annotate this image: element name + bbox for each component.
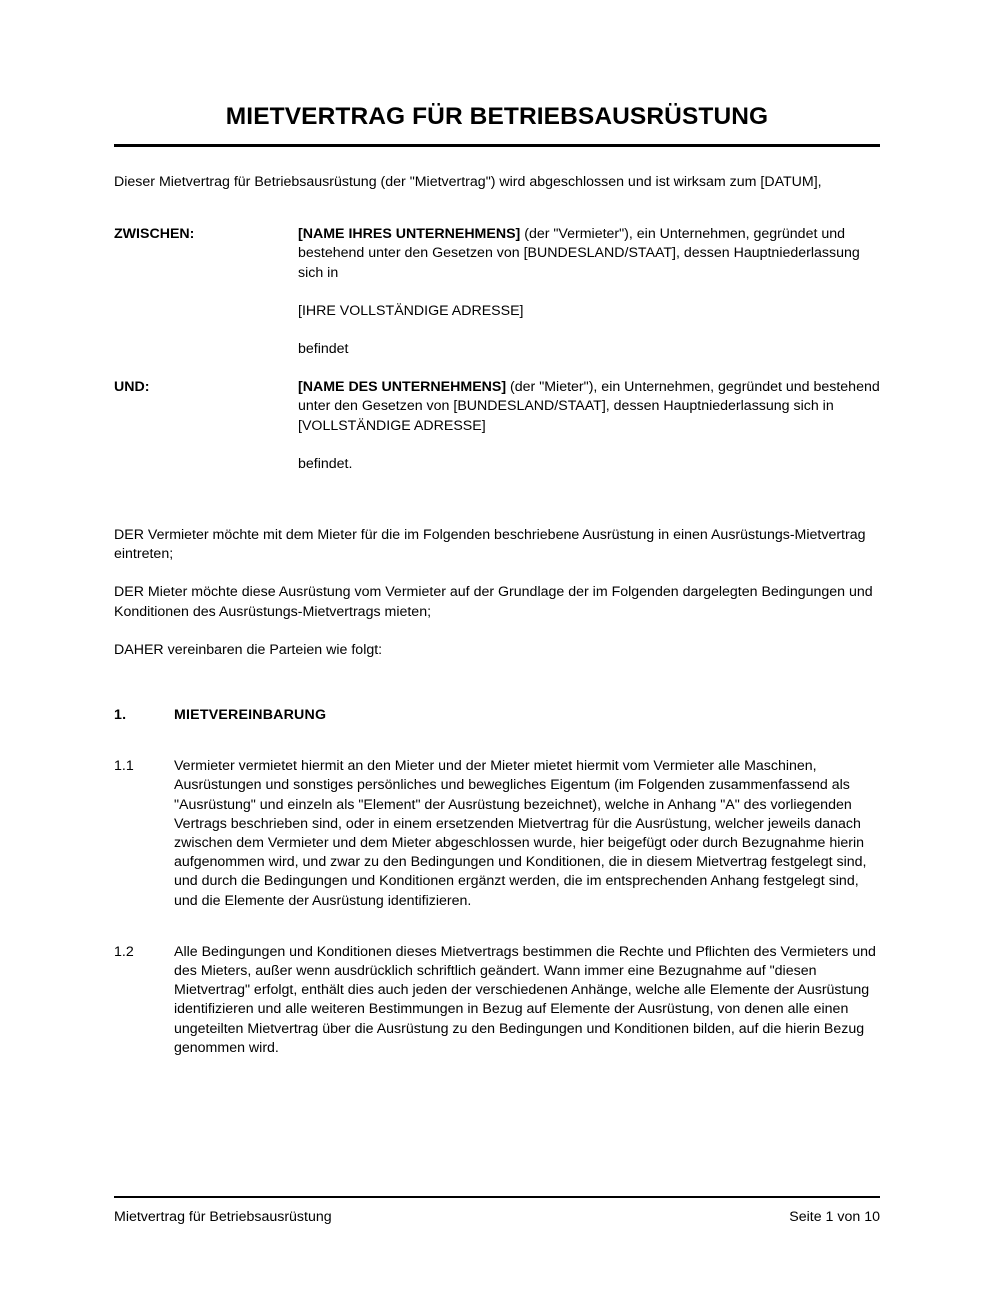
party-description: (der "Vermieter"), ein Unternehmen, gegründet und bestehend unter den Gesetzen von [BUNDESLAND/STAAT], dessen Hauptniederlassung sich in — [298, 226, 860, 281]
clause-body: Vermieter vermietet hiermit an den Mieter und der Mieter mietet hiermit vom Vermieter alle Maschinen, Ausrüstungen und sonstiges persönliches und bewegliches Eigentum (im Folgenden zusammenfassend als "Ausrüstung" und einzeln als "Element" der Ausrüstung bezeichnet), welche in Anhang "A" des vorliegenden Vertrags beschrieben sind, oder in einem ersetzenden Mietvertrag für die Ausrüstung, welcher jeweils danach zwischen dem Vermieter und dem Mieter abgeschlossen wurde, hier beigefügt oder durch Bezugnahme hierin aufgenommen wird, und zwar zu den Bedingungen und Konditionen, die in diesem Mietvertrag festgelegt sind, und durch die Bedingungen und Konditionen ergänzt werden, die im entsprechenden Anhang festgelegt sind, und die Elemente der Ausrüstung identifizieren. — [174, 758, 867, 909]
spacer — [114, 725, 880, 744]
page-title: MIETVERTRAG FÜR BETRIEBSAUSRÜSTUNG — [225, 103, 769, 130]
spacer — [114, 359, 880, 378]
page-footer — [114, 1196, 880, 1227]
spacer — [114, 930, 880, 943]
spacer — [114, 474, 880, 507]
party-description: (der "Mieter"), ein Unternehmen, gegründet und bestehend unter den Gesetzen von [BUNDESLAND/STAAT], dessen Hauptniederlassung sich in — [298, 379, 880, 415]
section-number: 1. — [114, 706, 127, 723]
document-content — [114, 0, 880, 1058]
clause-number: 1.1 — [114, 758, 134, 775]
party-closing-word: befindet. — [298, 455, 353, 472]
footer-document-name: Mietvertrag für Betriebsausrüstung — [114, 1209, 332, 1225]
clause-1-2 — [114, 943, 880, 1058]
party-block-tenant — [114, 378, 880, 474]
party-name-placeholder: [NAME DES UNTERNEHMENS] — [298, 379, 507, 396]
recital-1: DER Vermieter möchte mit dem Mieter für die im Folgenden beschriebene Ausrüstung in einen Ausrüstungs-Mietvertrag eintreten; — [114, 526, 866, 563]
clause-1-1 — [114, 757, 880, 911]
party-name-placeholder: [NAME IHRES UNTERNEHMENS] — [298, 226, 521, 243]
party-address: [VOLLSTÄNDIGE ADRESSE] — [298, 417, 486, 434]
recital-2: DER Mieter möchte diese Ausrüstung vom Vermieter auf der Grundlage der im Folgenden dargelegten Bedingungen und Konditionen des Ausrüstungs-Mietvertrags mieten; — [114, 584, 873, 620]
party-details — [298, 378, 880, 474]
section-title: MIETVEREINBARUNG — [174, 706, 327, 723]
spacer — [114, 147, 880, 173]
party-name-line — [298, 225, 880, 283]
spacer — [114, 192, 880, 225]
clause-number: 1.2 — [114, 943, 134, 960]
party-details — [298, 225, 880, 359]
party-label-und: UND: — [114, 379, 150, 396]
recital-3: DAHER vereinbaren die Parteien wie folgt: — [114, 641, 383, 658]
spacer — [114, 507, 880, 526]
party-label-zwischen: ZWISCHEN: — [114, 226, 195, 243]
spacer — [114, 564, 880, 583]
party-address: [IHRE VOLLSTÄNDIGE ADRESSE] — [298, 302, 524, 319]
intro-paragraph: Dieser Mietvertrag für Betriebsausrüstung (der "Mietvertrag") wird abgeschlossen und ist wirksam zum [DATUM], — [114, 173, 822, 190]
clause-body: Alle Bedingungen und Konditionen dieses Mietvertrags bestimmen die Rechte und Pflichten des Vermieters und des Mieters, außer wenn ausdrücklich schriftlich geändert. Wann immer eine Bezugnahme auf "diesen Mietvertrag" erfolgt, enthält dies auch jeden der verschiedenen Anhänge, welche alle Elemente der Ausrüstung identifizieren und alle weiteren Bestimmungen in Bezug auf Elemente der Ausrüstung, von denen alle einen ungeteilten Mietvertrag über die Ausrüstung zu den Bedingungen und Konditionen bilden, auf die hierin Bezug genommen wird. — [174, 943, 876, 1056]
spacer — [114, 744, 880, 757]
footer-page-number: Seite 1 von 10 — [789, 1209, 880, 1225]
party-block-landlord — [114, 225, 880, 359]
spacer — [114, 911, 880, 930]
spacer — [114, 693, 880, 706]
spacer — [114, 660, 880, 693]
party-closing-word: befindet — [298, 340, 349, 357]
spacer — [114, 622, 880, 641]
section-heading-1 — [114, 706, 880, 725]
footer-row — [114, 1198, 880, 1227]
party-name-line — [298, 378, 880, 416]
